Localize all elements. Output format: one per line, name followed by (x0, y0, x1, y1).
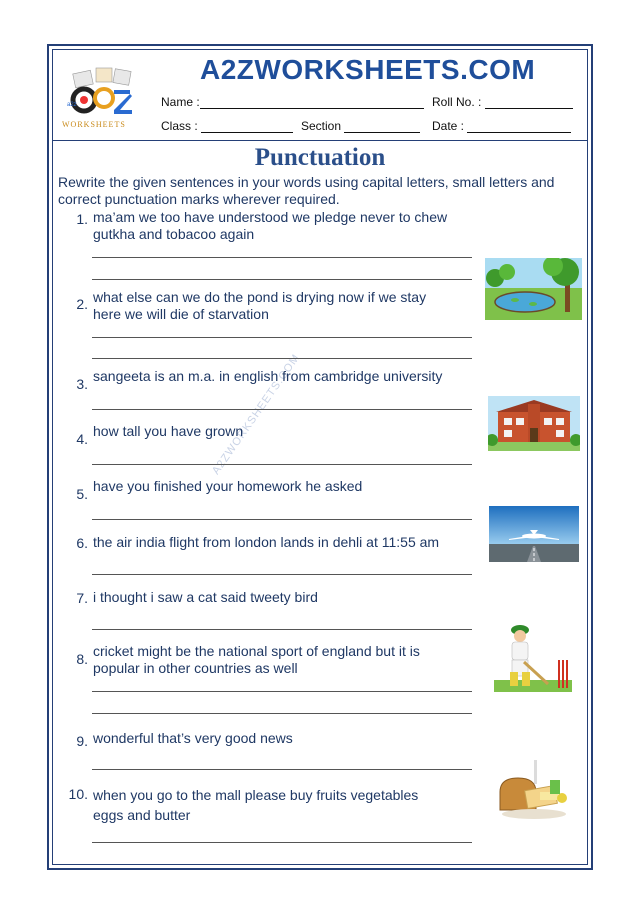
question-number: 4. (76, 431, 88, 447)
question-text (93, 289, 483, 323)
question-line: popular in other countries as well (93, 660, 298, 676)
answer-line[interactable] (92, 337, 472, 338)
watermark-text: A2ZWORKSHEETS.COM (210, 351, 303, 477)
question-number: 9. (76, 733, 88, 749)
header-divider (52, 140, 588, 141)
question-text (93, 209, 483, 243)
question-text (93, 643, 483, 677)
question-text (93, 423, 483, 440)
question-line: when you go to the mall please buy fruits vegetables (93, 787, 419, 803)
question-number: 10. (68, 786, 88, 802)
question-number: 6. (76, 535, 88, 551)
question-text (93, 785, 483, 825)
question-line: i thought i saw a cat said tweety bird (93, 589, 318, 605)
answer-line[interactable] (92, 257, 472, 258)
question-text (93, 534, 483, 551)
question-line: how tall you have grown (93, 423, 244, 439)
instructions: Rewrite the given sentences in your words using capital letters, small letters and correct punctuation marks wherever required. (58, 174, 555, 207)
roll-label: Roll No. : (432, 95, 482, 109)
question-line: ma’am we too have understood we pledge never to chew (93, 209, 448, 225)
name-label: Name : (161, 95, 200, 109)
pond-illustration (485, 258, 582, 320)
question-number: 7. (76, 590, 88, 606)
answer-line[interactable] (92, 769, 472, 770)
date-field[interactable] (432, 119, 571, 133)
question-line: have you finished your homework he asked (93, 478, 363, 494)
question-number: 1. (76, 211, 88, 227)
airplane-runway-illustration (489, 506, 579, 562)
date-line[interactable] (467, 120, 571, 133)
worksheet-title: Punctuation (254, 144, 386, 171)
answer-line[interactable] (92, 691, 472, 692)
answer-line[interactable] (92, 629, 472, 630)
question-line: the air india flight from london lands in dehli at 11:55 am (93, 534, 440, 550)
question-line: eggs and butter (93, 807, 191, 823)
logo-subtext: WORKSHEETS (62, 120, 126, 129)
answer-line[interactable] (92, 279, 472, 280)
bread-butter-illustration (496, 758, 572, 822)
question-line: here we will die of starvation (93, 306, 269, 322)
date-label: Date : (432, 119, 465, 133)
question-number: 8. (76, 651, 88, 667)
section-field[interactable] (301, 119, 420, 133)
question-line: what else can we do the pond is drying now if we stay (93, 289, 427, 305)
question-line: gutkha and tobacoo again (93, 226, 255, 242)
section-line[interactable] (344, 120, 420, 133)
class-label: Class : (161, 119, 198, 133)
question-line: cricket might be the national sport of england but it is (93, 643, 420, 659)
roll-line[interactable] (485, 96, 573, 109)
section-label: Section (301, 119, 342, 133)
class-line[interactable] (201, 120, 293, 133)
roll-field[interactable] (432, 95, 573, 109)
school-building-illustration (488, 396, 580, 451)
answer-line[interactable] (92, 842, 472, 843)
question-text (93, 368, 483, 385)
question-number: 5. (76, 486, 88, 502)
question-line: sangeeta is an m.a. in english from cambridge university (93, 368, 443, 384)
name-field[interactable] (161, 95, 424, 109)
answer-line[interactable] (92, 713, 472, 714)
class-field[interactable] (161, 119, 293, 133)
answer-line[interactable] (92, 574, 472, 575)
answer-line[interactable] (92, 519, 472, 520)
answer-line[interactable] (92, 358, 472, 359)
question-line: wonderful that’s very good news (93, 730, 293, 746)
question-text (93, 730, 483, 747)
name-line[interactable] (200, 96, 424, 109)
question-number: 3. (76, 376, 88, 392)
logo-text: a2z (67, 102, 77, 108)
question-text (93, 478, 483, 495)
site-title: A2ZWORKSHEETS.COM (200, 54, 536, 85)
answer-line[interactable] (92, 464, 472, 465)
question-number: 2. (76, 296, 88, 312)
answer-line[interactable] (92, 409, 472, 410)
cricket-player-illustration (494, 622, 572, 692)
question-text (93, 589, 483, 606)
